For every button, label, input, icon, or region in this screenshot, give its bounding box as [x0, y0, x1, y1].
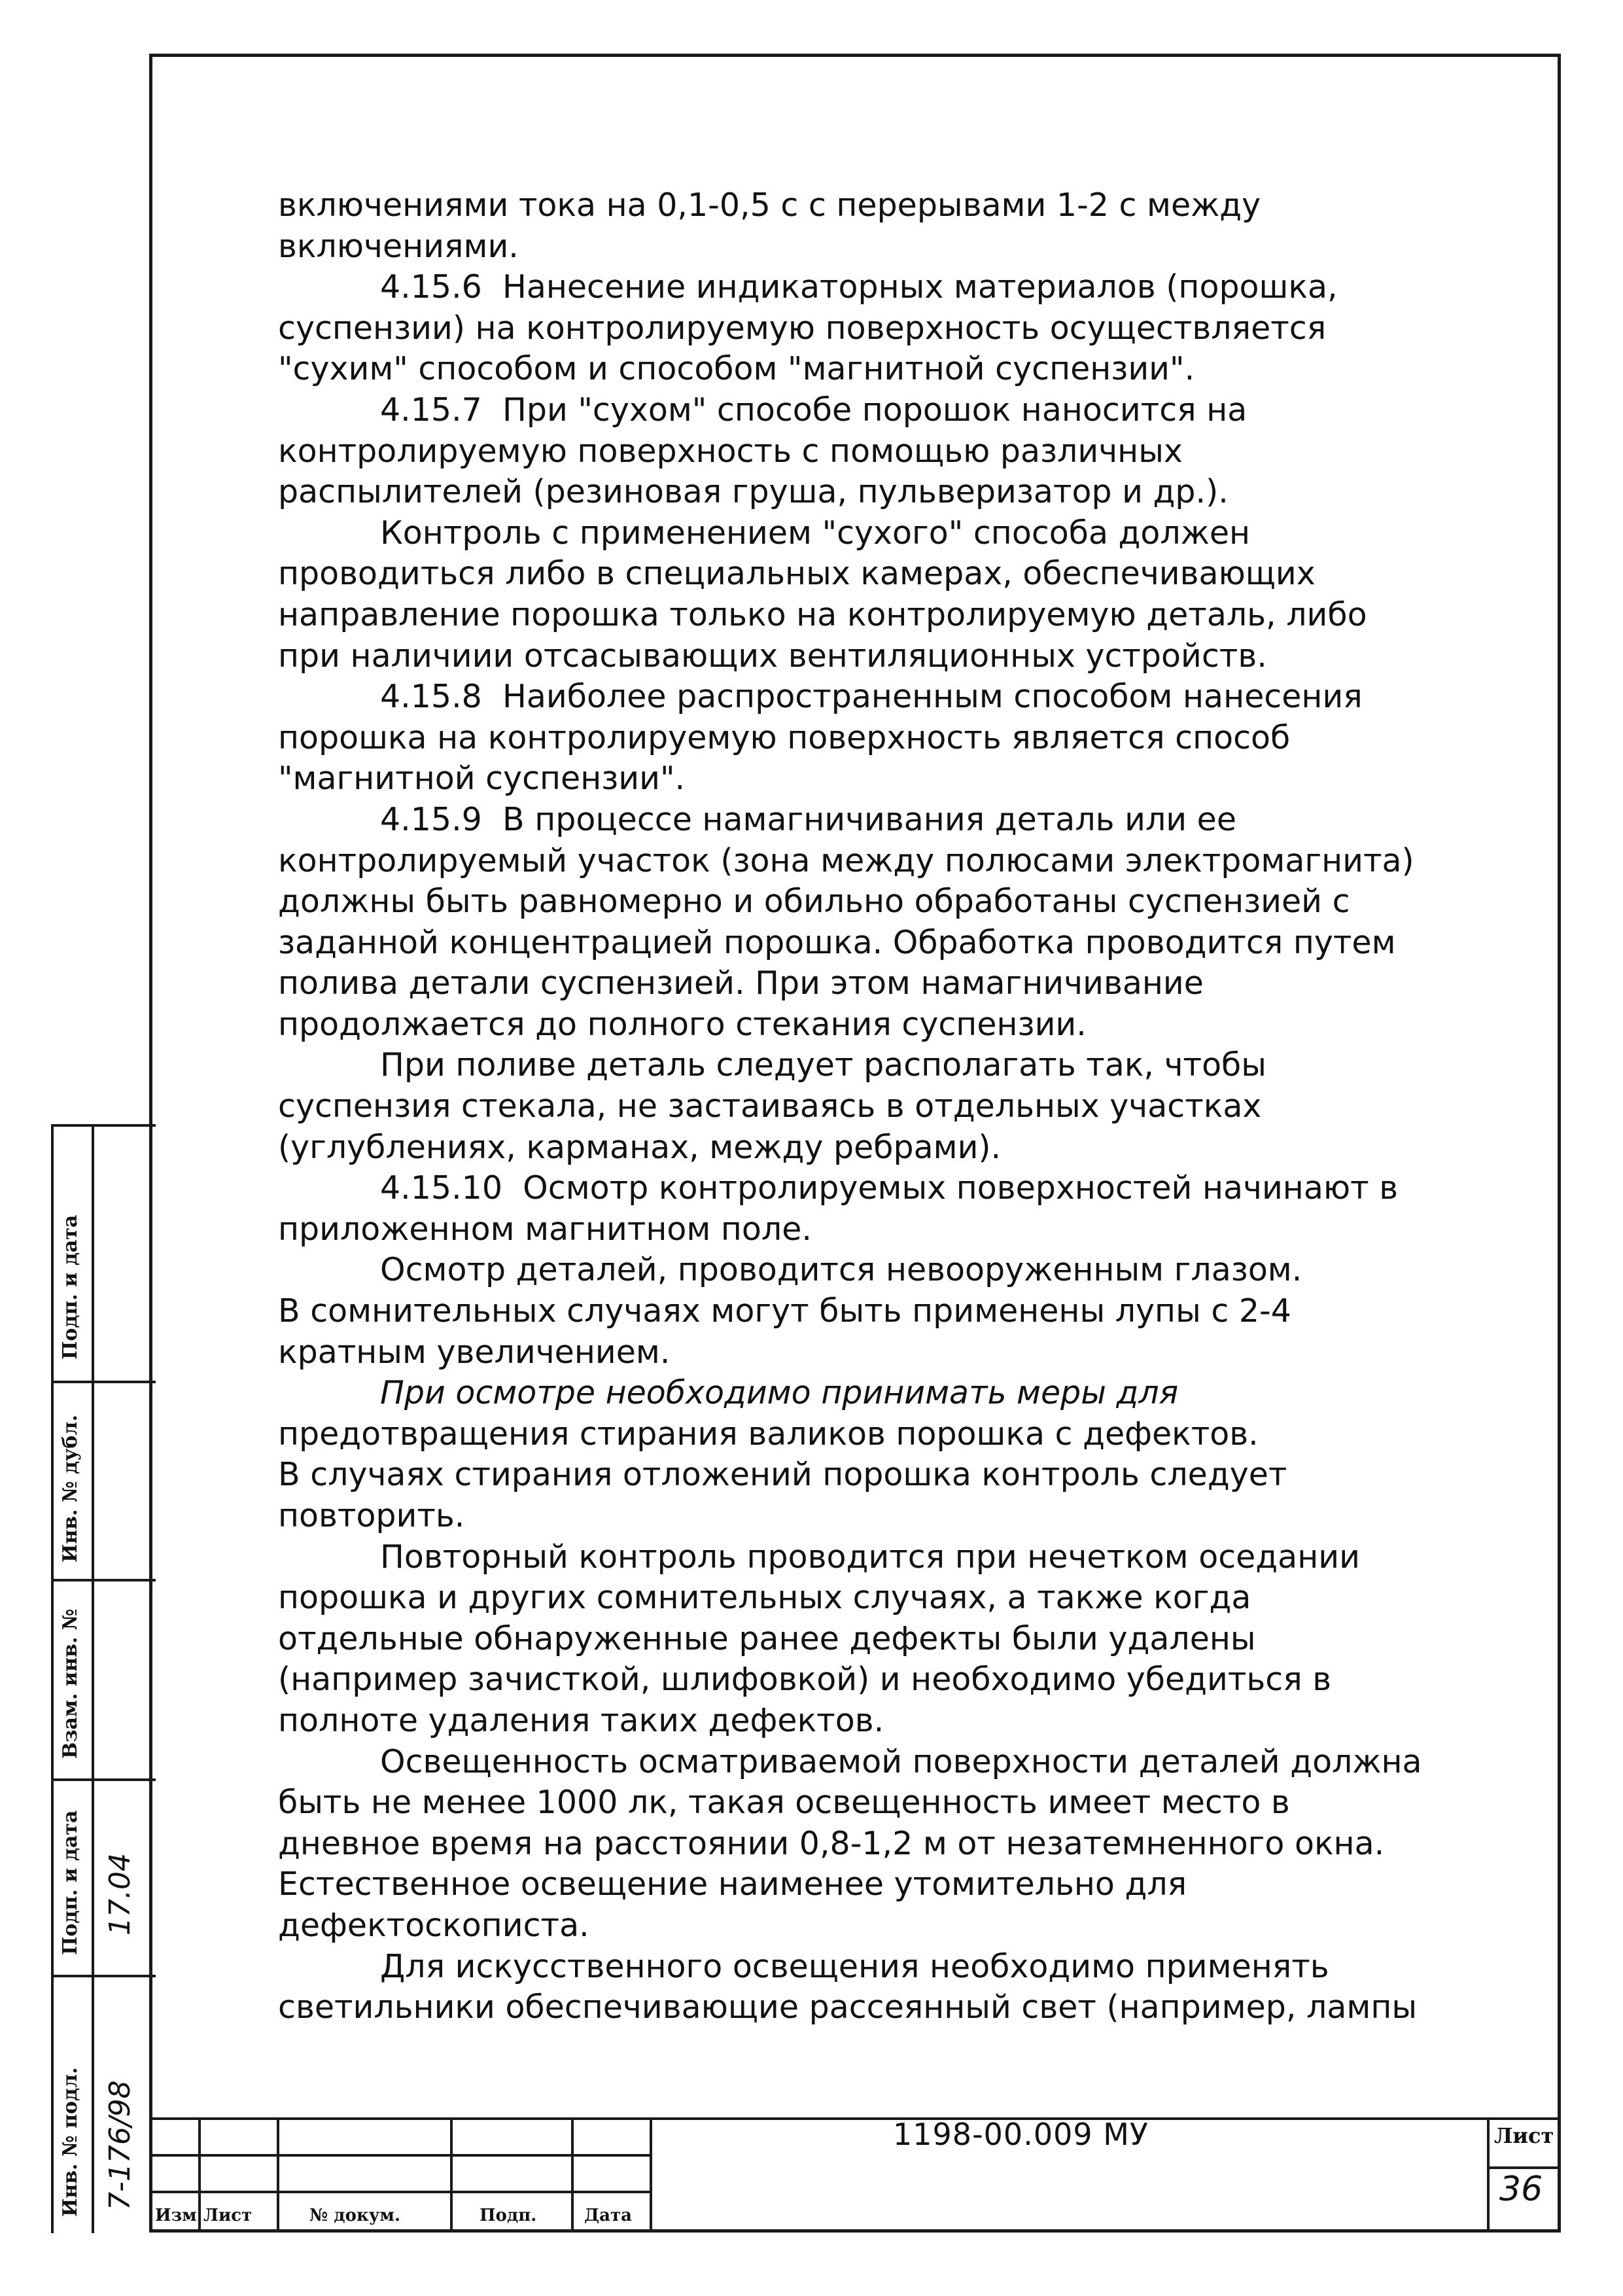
text-line: при наличиии отсасывающих вентиляционных устройств. — [278, 637, 1267, 675]
text-line: 4.15.9 В процессе намагничивания деталь или ее — [380, 800, 1236, 838]
col-label-izm: Изм — [155, 2206, 197, 2225]
margin-line — [92, 1124, 94, 2233]
text-line: суспензии) на контролируемую поверхность осуществляется — [278, 309, 1327, 347]
text-line: 4.15.8 Наиболее распространенным способом нанесения — [380, 678, 1363, 716]
text-line: предотвращения стирания валиков порошка с дефектов. — [278, 1415, 1259, 1453]
stamp-col-line — [198, 2117, 201, 2229]
stamp-col-line — [650, 2117, 652, 2229]
text-line: Освещенность осматриваемой поверхности деталей должна — [380, 1742, 1422, 1780]
text-line: 4.15.6 Нанесение индикаторных материалов (порошка, — [380, 268, 1338, 306]
text-line: контролируемый участок (зона между полюсами электромагнита) — [278, 841, 1414, 879]
text-line: дневное время на расстоянии 0,8-1,2 м от незатемненного окна. — [278, 1824, 1385, 1862]
text-line: включениями тока на 0,1-0,5 с с перерывами 1-2 с между — [278, 186, 1261, 224]
text-line: направление порошка только на контролируемую деталь, либо — [278, 595, 1367, 633]
text-line: полноте удаления таких дефектов. — [278, 1701, 884, 1739]
col-label-sign: Подп. — [480, 2206, 537, 2225]
margin-label-podp-data-2: Подп. и дата — [59, 1214, 82, 1360]
text-line: 4.15.10 Осмотр контролируемых поверхностей начинают в — [380, 1169, 1399, 1207]
margin-label-podp-data-1: Подп. и дата — [59, 1810, 82, 1955]
text-line: полива детали суспензией. При этом намагничивание — [278, 964, 1204, 1002]
text-line: быть не менее 1000 лк, такая освещенность имеет место в — [278, 1784, 1290, 1822]
text-line: (углублениях, карманах, между ребрами). — [278, 1128, 1002, 1166]
margin-row — [51, 1778, 156, 1781]
col-label-date: Дата — [584, 2206, 632, 2225]
stamp-col-line — [450, 2117, 453, 2229]
margin-label-inv-dubl: Инв. № дубл. — [59, 1415, 82, 1563]
text-line: проводиться либо в специальных камерах, обеспечивающих — [278, 555, 1316, 593]
sheet-label: Лист — [1494, 2123, 1554, 2148]
text-line: Для искусственного освещения необходимо применять — [380, 1947, 1329, 1985]
text-line: отдельные обнаруженные ранее дефекты были удалены — [278, 1619, 1256, 1657]
text-line: Осмотр деталей, проводится невооруженным глазом. — [380, 1251, 1302, 1289]
document-number: 1198-00.009 МУ — [893, 2117, 1149, 2152]
margin-row — [51, 1579, 156, 1581]
stamp-top-line — [152, 2117, 1558, 2120]
text-line: "сухим" способом и способом "магнитной суспензии". — [278, 350, 1195, 388]
stamp-col-line — [277, 2117, 279, 2229]
stamp-col-line — [1487, 2117, 1490, 2229]
text-line: При поливе деталь следует располагать так, чтобы — [380, 1046, 1266, 1084]
col-label-list: Лист — [203, 2206, 253, 2225]
text-line: светильники обеспечивающие рассеянный свет (например, лампы — [278, 1988, 1418, 2026]
margin-stamp — [51, 1124, 156, 2233]
text-line: "магнитной суспензии". — [278, 760, 686, 798]
text-line: повторить. — [278, 1497, 465, 1534]
text-line: заданной концентрацией порошка. Обработка проводится путем — [278, 923, 1396, 961]
text-line: (например зачисткой, шлифовкой) и необходимо убедиться в — [278, 1661, 1332, 1699]
margin-row — [51, 1124, 156, 1127]
text-line: Повторный контроль проводится при нечетком оседании — [380, 1538, 1360, 1576]
margin-row — [51, 1381, 156, 1383]
text-line: Естественное освещение наименее утомительно для — [278, 1865, 1187, 1903]
stamp-col-line — [571, 2117, 574, 2229]
text-line: суспензия стекала, не застаиваясь в отдельных участках — [278, 1087, 1262, 1125]
margin-label-vzam-inv: Взам. инв. № — [59, 1608, 82, 1759]
text-line: В сомнительных случаях могут быть применены лупы с 2-4 — [278, 1292, 1291, 1330]
text-line: При осмотре необходимо принимать меры для — [380, 1374, 1179, 1412]
margin-line — [51, 1124, 54, 2233]
text-line: порошка и других сомнительных случаях, а также когда — [278, 1579, 1251, 1617]
margin-label-inv-podl: Инв. № подл. — [59, 2067, 82, 2217]
stamp-row-line — [152, 2191, 650, 2193]
text-line: порошка на контролируемую поверхность является способ — [278, 718, 1291, 756]
col-label-doc: № докум. — [309, 2206, 401, 2225]
sheet-divider — [1487, 2166, 1558, 2169]
handwritten-date: 17.04 — [103, 1853, 137, 1935]
margin-row — [51, 1975, 156, 1977]
text-line: дефектоскописта. — [278, 1906, 589, 1944]
handwritten-inventory-number: 7-176/98 — [103, 2080, 137, 2210]
text-line: продолжается до полного стекания суспензии. — [278, 1005, 1087, 1043]
text-line: включениями. — [278, 227, 519, 265]
sheet-number: 36 — [1499, 2170, 1543, 2209]
text-line: контролируемую поверхность с помощью различных — [278, 432, 1183, 470]
text-line: распылителей (резиновая груша, пульверизатор и др.). — [278, 473, 1229, 511]
text-line: В случаях стирания отложений порошка контроль следует — [278, 1456, 1287, 1494]
text-line: Контроль с применением "сухого" способа должен — [380, 514, 1251, 552]
document-body — [278, 185, 1422, 2028]
text-line: должны быть равномерно и обильно обработаны суспензией с — [278, 883, 1350, 921]
text-line: кратным увеличением. — [278, 1333, 671, 1371]
title-block — [152, 2117, 1558, 2229]
stamp-row-line — [152, 2154, 650, 2157]
text-line: приложенном магнитном поле. — [278, 1210, 812, 1248]
text-line: 4.15.7 При "сухом" способе порошок наносится на — [380, 391, 1248, 429]
